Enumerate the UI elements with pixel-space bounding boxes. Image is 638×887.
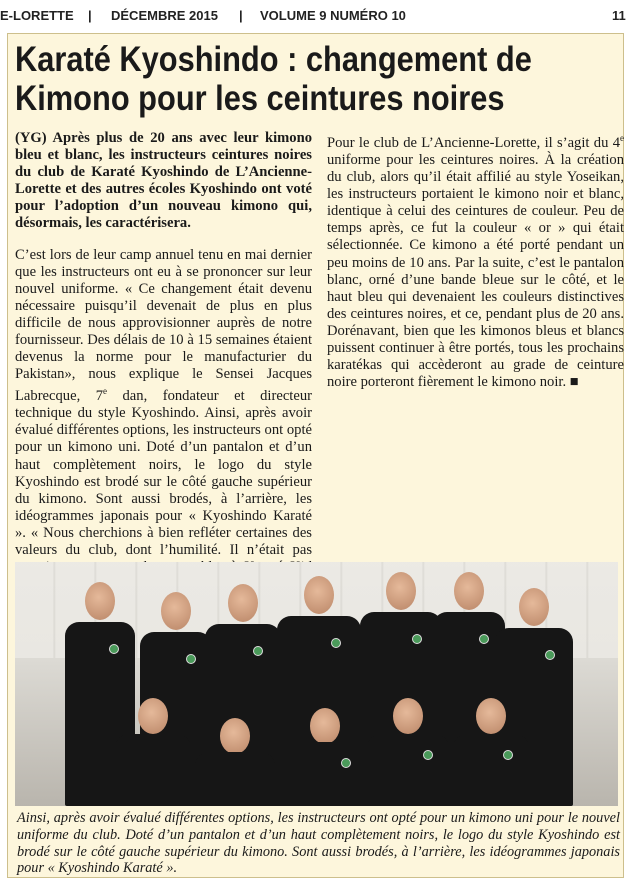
header-separator: |	[239, 8, 243, 23]
group-photo	[15, 562, 618, 806]
headline-line-2: Kimono pour les ceintures noires	[15, 79, 505, 118]
end-mark: ■	[569, 374, 579, 391]
article-text-continued	[327, 130, 624, 405]
page-header	[0, 0, 638, 26]
instructor-figure	[283, 708, 367, 806]
article-paragraph-1: C’est lors de leur camp annuel tenu en mai dernier que les instructeurs ont eu à se prononcer sur leur nouvel uniforme. « Ce changement était devenu nécessaire puisqu’il devenait de plus en plus difficile de nous approvisionner auprès de notre fournisseur. Des délais de 10 à 15 semaines étaient devenus la norme pour le manufacturier du Pakistan», nous explique le Sensei Jacques Labrecque, 7e dan, fondateur et directeur technique du style Kyoshindo. Ainsi, après avoir évalué différentes options, les instructeurs ont opté pour un kimono uni. Doté d’un pantalon et d’un haut complètement noirs, le logo du style Kyoshindo est brodé sur le côté gauche supérieur du kimono. Sont aussi brodés, à l’arrière, les idéogrammes japonais pour « Kyoshindo Karaté ». « Nous cherchions à bien refléter certaines des valeurs du club, dont l’humilité. Il n’était pas	[15, 246, 312, 559]
instructor-figure	[195, 718, 275, 806]
photo-caption: Ainsi, après avoir évalué différentes options, les instructeurs ont opté pour un kimono uni pour le nouvel uniforme du club. Doté d’un pantalon et d’un haut complètement noirs, le logo du style Kyoshindo est brodé sur le côté gauche supérieur du kimono. Sont aussi brodés, à l’arrière, les idéogrammes japonais pour « Kyoshindo Karaté ».	[17, 810, 620, 877]
article-lead: (YG) Après plus de 20 ans avec leur kimono bleu et blanc, les instructeurs ceintures noires du club de Karaté Kyoshindo de L’Ancienne-Lorette et des autres écoles Kyoshindo ont voté pour l’adoption d’un nouveau kimono qui, désormais, les caractérisera.	[15, 130, 312, 232]
headline-line-1: Karaté Kyoshindo : changement de	[15, 40, 532, 79]
header-separator: |	[88, 8, 92, 23]
instructor-figure	[367, 698, 449, 806]
instructor-figure	[453, 698, 529, 806]
header-town: E-LORETTE	[0, 8, 74, 23]
instructor-figure	[115, 698, 191, 806]
header-volume: VOLUME 9 NUMÉRO 10	[260, 8, 406, 23]
header-date: DÉCEMBRE 2015	[111, 8, 218, 23]
article-headline	[15, 40, 543, 118]
article-paragraph-2: Pour le club de L’Ancienne-Lorette, il s’agit du 4e uniforme pour les ceintures noires. À la création du club, alors qu’il était affilié au style Yoseikan, les instructeurs portaient le kimono noir et blanc, identique à celui des ceintures de couleur. Peu de temps après, ce fut la couleur « or » qui était sélectionnée. Ce kimono a été porté pendant un peu moins de 10 ans. Par la suite, c’est le pantalon blanc, orné d’une bande bleue sur le côté, et le haut bleu qui devenaient les couleurs distinctives des ceintures noires, et ce, pendant plus de 20 ans. Dorénavant, bien que les kimonos bleus et blancs puissent continuer à être portés, tous les prochains karatékas qui accèderont au grade de ceinture noire porteront fièrement le kimono noir. ■	[327, 133, 624, 391]
page-number: 11	[612, 8, 626, 23]
